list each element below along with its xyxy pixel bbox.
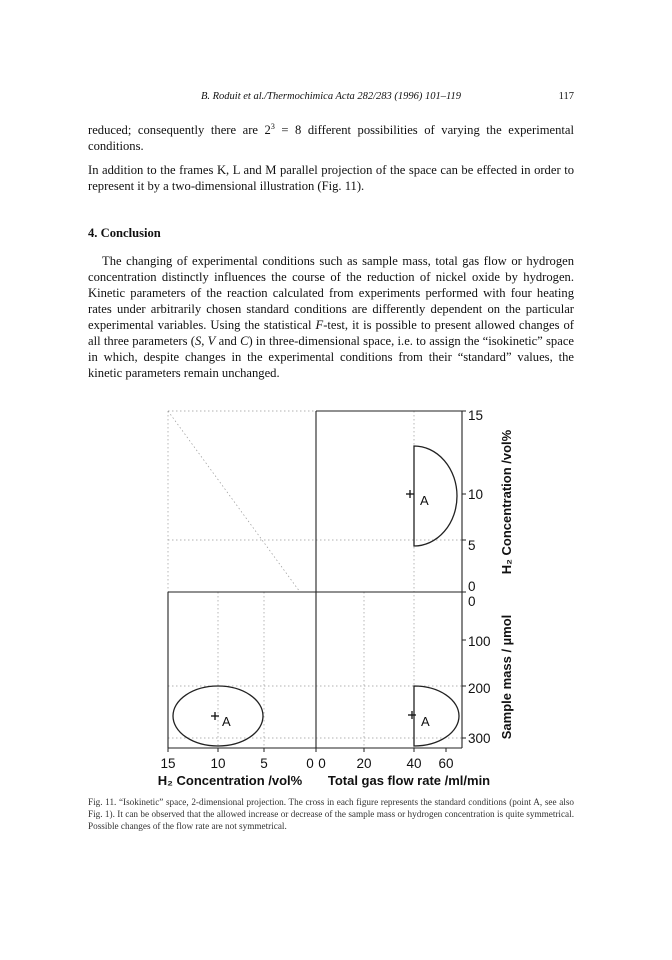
- tick-label-mass-0: 0: [468, 594, 476, 609]
- xlabel-flow: Total gas flow rate /ml/min: [327, 773, 491, 788]
- tick-label-bottom-h2-0: 0: [306, 756, 314, 771]
- tick-label-bottom-flow-0: 0: [318, 756, 326, 771]
- xlabel-h2: H₂ Concentration /vol%: [157, 773, 303, 788]
- tick-label-h2-0: 0: [468, 579, 476, 594]
- p3-v: V: [207, 334, 216, 348]
- tick-label-bottom-flow-40: 40: [406, 756, 422, 771]
- p3-f: F: [315, 318, 324, 332]
- p3-d: and: [215, 334, 241, 348]
- tick-label-bottom-flow-20: 20: [356, 756, 372, 771]
- guide-diagonal: [168, 411, 300, 592]
- frame: [168, 411, 462, 748]
- ylabel-mass: Sample mass / µmol: [499, 614, 514, 740]
- tick-label-bottom-flow-60: 60: [438, 756, 454, 771]
- tick-label-h2-10: 10: [468, 487, 484, 502]
- crosses: [211, 490, 416, 720]
- running-title: B. Roduit et al./Thermochimica Acta 282/283 (1996) 101–119: [200, 91, 462, 102]
- page-number: 117: [558, 91, 574, 102]
- tick-label-h2-5: 5: [468, 538, 476, 553]
- tick-label-mass-100: 100: [468, 634, 491, 649]
- p3-a: The changing of experimental conditions such as sample mass, total gas flow or hydrogen concentration distinctly influences the course of the reduction of nickel oxide by hydrogen. Kinetic parameters of the reaction calculated from experiments performed with four heating rates under arbitrarily chosen standard conditions are differently dependent on the particular experimental variables. Using the statistical: [88, 254, 574, 332]
- tick-label-mass-300: 300: [468, 731, 491, 746]
- tick-label-bottom-h2-5: 5: [260, 756, 268, 771]
- ylabel-h2: H₂ Concentration /vol%: [499, 429, 514, 575]
- tick-label-h2-15: 15: [468, 408, 484, 423]
- paragraph-1-text-a: reduced; consequently there are 2: [88, 123, 271, 138]
- tick-label-mass-200: 200: [468, 681, 491, 696]
- p3-s: S: [194, 334, 202, 348]
- bottom-ticks: [168, 748, 446, 752]
- point-label-3: A: [222, 714, 231, 729]
- tick-label-bottom-h2-10: 10: [210, 756, 226, 771]
- p3-e: ) in three-dimensional space, i.e. to assign the “isokinetic” space in which, despite changes in the experimental conditions from their “standard” values, the kinetic parameters remain unchanged.: [88, 334, 574, 380]
- point-label-2: A: [421, 714, 430, 729]
- p3-c: ,: [201, 334, 208, 348]
- paragraph-1-superscript: 3: [270, 122, 275, 131]
- section-heading: 4. Conclusion: [88, 226, 161, 240]
- point-label-1: A: [420, 493, 429, 508]
- dotted-guides: [168, 411, 462, 748]
- p3-b: -test, it is possible to present allowed changes of all three parameters (: [88, 318, 575, 348]
- paragraph-2: In addition to the frames K, L and M parallel projection of the space can be effected in order to represent it by a two-dimensional illustration (Fig. 11).: [88, 163, 574, 193]
- tick-label-bottom-h2-15: 15: [160, 756, 176, 771]
- paragraph-1-text-b: = 8 different possibilities of varying the experimental conditions.: [88, 123, 574, 154]
- figure-caption: Fig. 11. “Isokinetic” space, 2-dimensional projection. The cross in each figure represents the standard conditions (point A, see also Fig. 1). It can be observed that the allowed increase or decrease of the sample mass or hydrogen concentration is quite symmetrical. Possible changes of the flow rate are not symmetrical.: [88, 797, 574, 831]
- right-ticks: [462, 411, 466, 738]
- p3-cc: C: [240, 334, 249, 348]
